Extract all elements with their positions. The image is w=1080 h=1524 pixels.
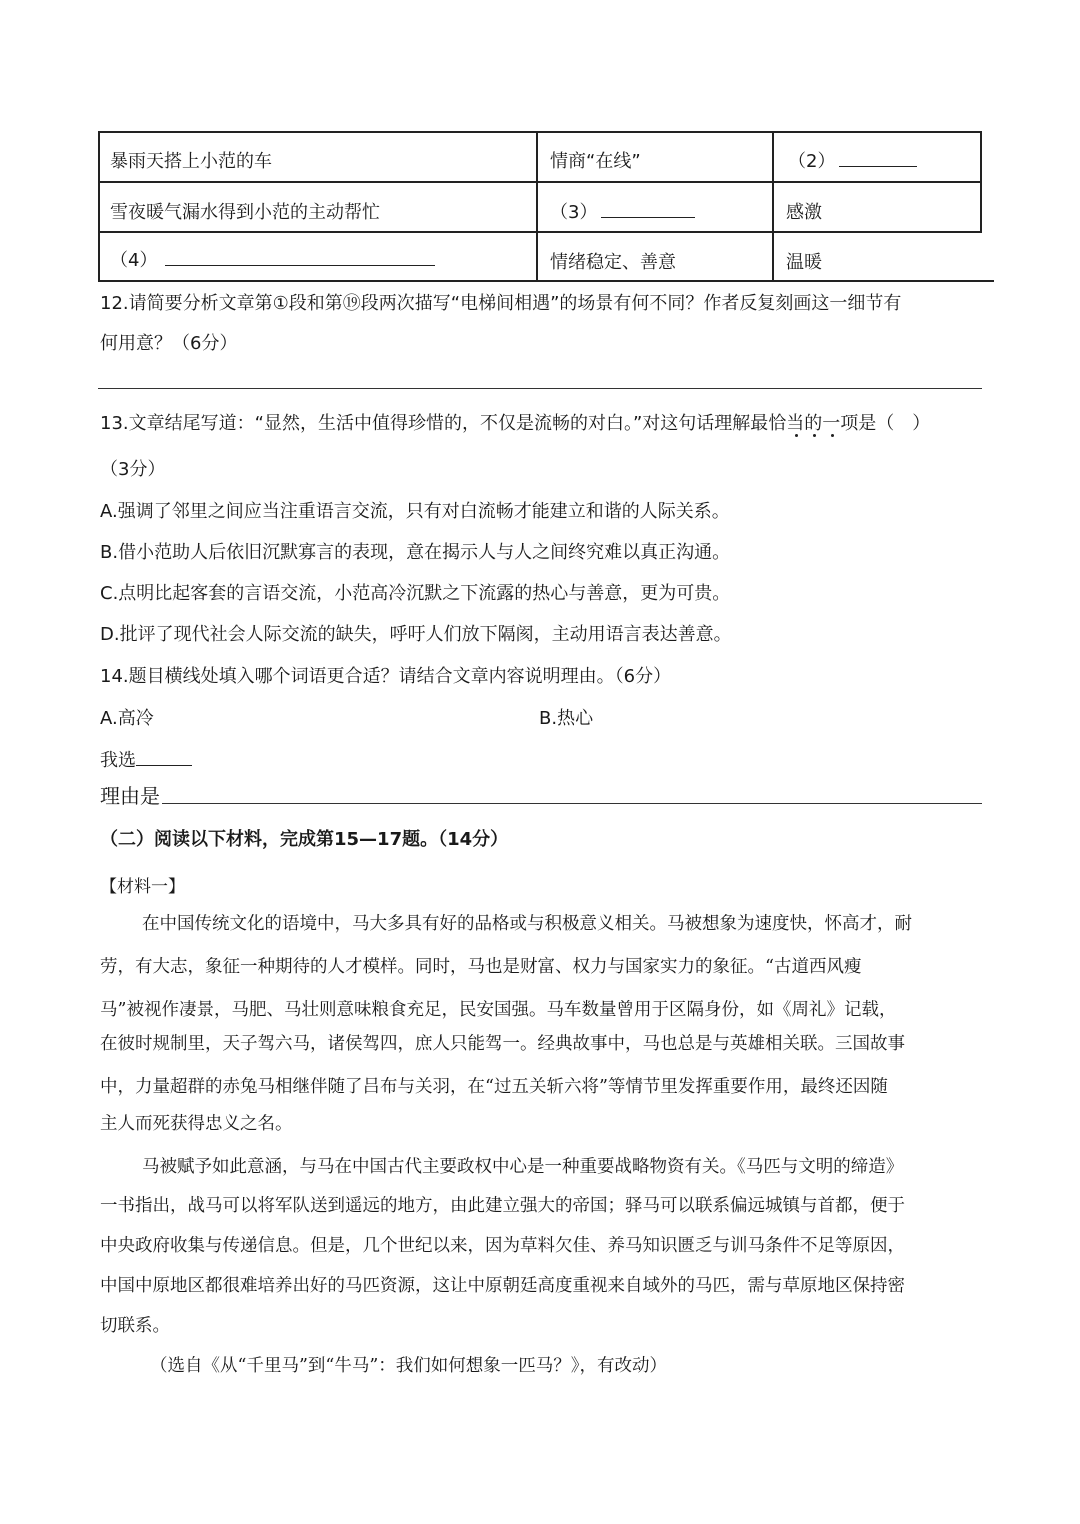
paragraph-line: 在彼时规制里，天子驾六马，诸侯驾四，庶人只能驾一。经典故事中，马也总是与英雄相关联。三国故事 <box>100 1034 905 1054</box>
table-cell: 情商“在线” <box>550 151 641 172</box>
emphasis-dot <box>831 434 834 437</box>
paragraph-line: 在中国传统文化的语境中，马大多具有好的品格或与积极意义相关。马被想象为速度快，怀高才，耐 <box>142 914 912 934</box>
table-cell-blank[interactable] <box>788 147 917 173</box>
paragraph-line: 劳，有大志，象征一种期待的人才模样。同时，马也是财富、权力与国家实力的象征。“古道西风瘦 <box>100 957 862 977</box>
paragraph-line: 切联系。 <box>100 1316 170 1336</box>
paragraph-line: 马”被视作凄景，马肥、马壮则意味粮食充足，民安国强。马车数量曾用于区隔身份，如《周礼》记载， <box>100 1000 897 1020</box>
option-a[interactable]: A.强调了邻里之间应当注重语言交流，只有对白流畅才能建立和谐的人际关系。 <box>100 501 730 522</box>
table-border-right <box>980 131 982 232</box>
blank-number: （2） <box>788 151 836 172</box>
choice-label: 我选 <box>100 750 136 771</box>
question-12-line2: 何用意？（6分） <box>100 333 238 354</box>
choice-prompt <box>100 746 192 772</box>
answer-blank[interactable] <box>165 265 435 266</box>
question-13-stem: 13.文章结尾写道：“显然，生活中值得珍惜的，不仅是流畅的对白。”对这句话理解最恰当的一项是（ ） <box>100 413 931 434</box>
answer-blank[interactable] <box>839 166 917 167</box>
table-border-bottom <box>98 280 994 282</box>
table-cell: 雪夜暖气漏水得到小范的主动帮忙 <box>110 202 380 223</box>
material-label: 【材料一】 <box>100 877 185 897</box>
table-divider <box>536 131 538 282</box>
paragraph-line: 一书指出，战马可以将军队送到遥远的地方，由此建立强大的帝国；驿马可以联系偏远城镇与首都，便于 <box>100 1196 905 1216</box>
reason-label: 理由是 <box>100 784 160 808</box>
paragraph-line: 中国中原地区都很难培养出好的马匹资源，这让中原朝廷高度重视来自域外的马匹，需与草原地区保持密 <box>100 1276 905 1296</box>
table-border-top <box>98 131 982 133</box>
answer-blank[interactable] <box>601 217 695 218</box>
table-cell: 情绪稳定、善意 <box>550 252 676 273</box>
table-cell-blank[interactable] <box>110 246 435 272</box>
paragraph-line: 中央政府收集与传递信息。但是，几个世纪以来，因为草料欠佳、养马知识匮乏与训马条件不足等原因， <box>100 1236 905 1256</box>
table-divider <box>772 131 774 282</box>
paragraph-line: 主人而死获得忠义之名。 <box>100 1114 293 1134</box>
table-divider <box>98 181 982 183</box>
paragraph-line: 马被赋予如此意涵，与马在中国古代主要政权中心是一种重要战略物资有关。《马匹与文明的缔造》 <box>142 1157 904 1177</box>
section-heading: （二）阅读以下材料，完成第15—17题。（14分） <box>100 829 509 850</box>
table-cell: 温暖 <box>786 252 822 273</box>
option-b[interactable]: B.借小范助人后依旧沉默寡言的表现，意在揭示人与人之间终究难以真正沟通。 <box>100 542 731 563</box>
question-13-score: （3分） <box>100 459 166 480</box>
option-b[interactable]: B.热心 <box>539 708 594 729</box>
option-a[interactable]: A.高冷 <box>100 708 154 729</box>
answer-line[interactable] <box>98 388 982 389</box>
table-border-left <box>98 131 100 282</box>
paragraph-line: 中，力量超群的赤兔马相继伴随了吕布与关羽，在“过五关斩六将”等情节里发挥重要作用，最终还因随 <box>100 1077 888 1097</box>
emphasis-dot <box>813 434 816 437</box>
source-citation: （选自《从“千里马”到“牛马”：我们如何想象一匹马？》，有改动） <box>150 1356 668 1376</box>
option-d[interactable]: D.批评了现代社会人际交流的缺失，呼吁人们放下隔阂，主动用语言表达善意。 <box>100 624 732 645</box>
choice-blank[interactable] <box>136 765 192 766</box>
answer-table <box>98 131 982 281</box>
blank-number: （4） <box>110 250 158 271</box>
table-cell-blank[interactable] <box>550 198 695 224</box>
table-divider <box>98 231 982 233</box>
question-12-line1: 12.请简要分析文章第①段和第⑲段两次描写“电梯间相遇”的场景有何不同？作者反复刻画这一细节有 <box>100 293 902 314</box>
table-cell: 暴雨天搭上小范的车 <box>110 151 272 172</box>
question-14-stem: 14.题目横线处填入哪个词语更合适？请结合文章内容说明理由。（6分） <box>100 666 672 687</box>
blank-number: （3） <box>550 202 598 223</box>
table-cell: 感激 <box>786 202 822 223</box>
option-c[interactable]: C.点明比起客套的言语交流，小范高冷沉默之下流露的热心与善意，更为可贵。 <box>100 583 731 604</box>
reason-answer-line[interactable] <box>162 803 982 804</box>
emphasis-dot <box>795 434 798 437</box>
